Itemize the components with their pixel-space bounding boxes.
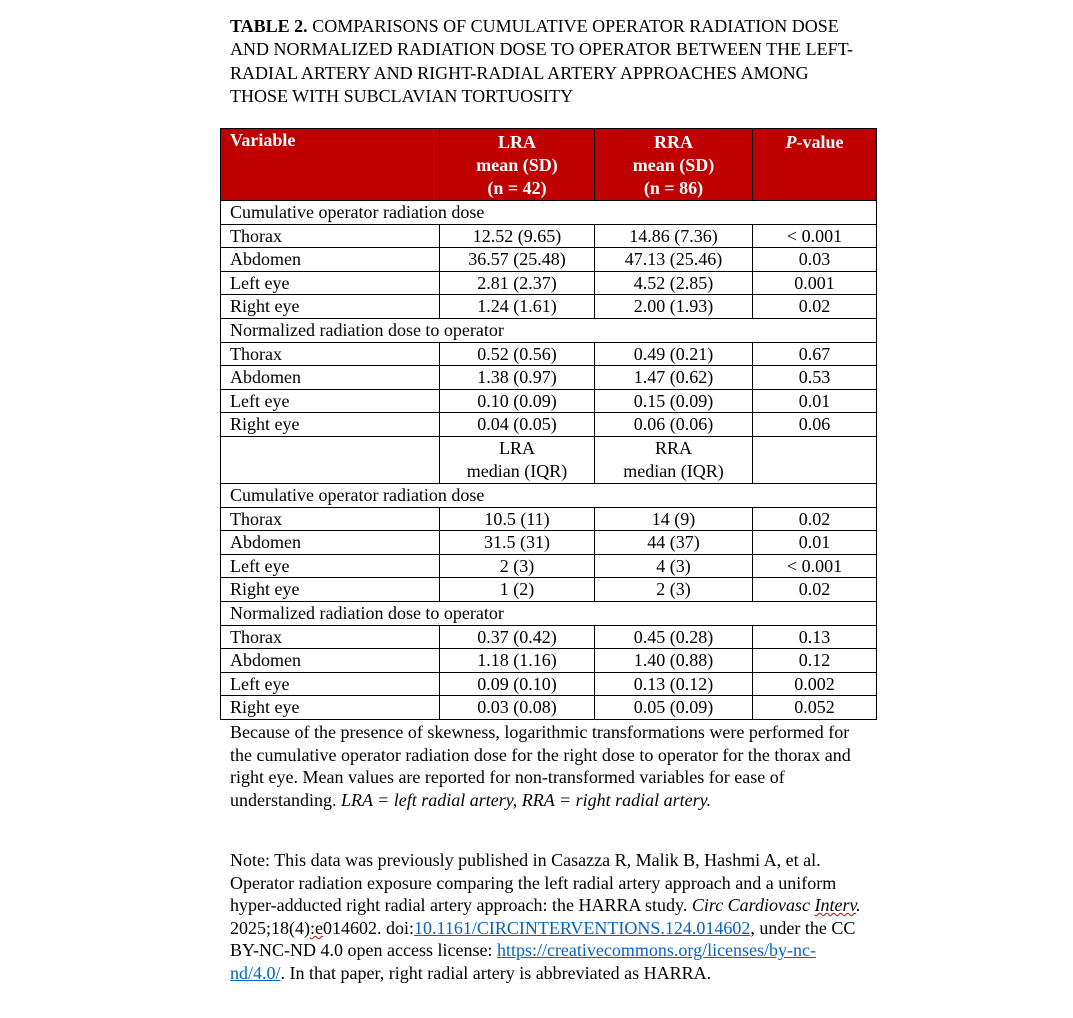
table-row [221, 295, 877, 319]
subheader-rra-line1: RRA [654, 437, 692, 458]
row-lra: 2.81 (2.37) [440, 271, 595, 295]
header-rra-line3: (n = 86) [643, 178, 704, 198]
journal-name [692, 895, 861, 915]
row-lra: 1.24 (1.61) [440, 295, 595, 319]
note-text-squig: :e [310, 917, 323, 938]
row-rra: 14.86 (7.36) [595, 224, 753, 248]
table-row [221, 625, 877, 649]
row-pvalue: 0.02 [753, 507, 877, 531]
row-rra: 0.13 (0.12) [595, 672, 753, 696]
table-row [221, 507, 877, 531]
table-row [221, 342, 877, 366]
row-rra: 0.45 (0.28) [595, 625, 753, 649]
row-variable: Right eye [221, 696, 440, 720]
subheader-rra-line2: median (IQR) [623, 460, 724, 481]
table-title [230, 15, 870, 108]
subheader-lra-line1: LRA [499, 437, 535, 458]
row-lra: 10.5 (11) [440, 507, 595, 531]
row-variable: Thorax [221, 224, 440, 248]
median-subheader-row [221, 436, 877, 483]
row-lra: 0.09 (0.10) [440, 672, 595, 696]
row-rra: 0.05 (0.09) [595, 696, 753, 720]
header-lra-line1: LRA [497, 132, 536, 152]
row-lra: 0.04 (0.05) [440, 413, 595, 437]
row-pvalue: 0.03 [753, 248, 877, 272]
table-row [221, 696, 877, 720]
header-lra [440, 129, 595, 201]
row-pvalue: < 0.001 [753, 554, 877, 578]
subheader-rra [595, 436, 753, 483]
row-pvalue: 0.02 [753, 578, 877, 602]
note-text-1: Note: This data was previously published in Casazza R, Malik B, Hashmi A, et al. Operator radiation exposure comparing the left radial artery approach and a uniform hyper-adducted right radial artery approach: the HARRA study. [230, 850, 837, 916]
row-variable: Thorax [221, 342, 440, 366]
table-header-row [221, 129, 877, 201]
row-lra: 0.37 (0.42) [440, 625, 595, 649]
section-row [221, 483, 877, 507]
row-variable: Left eye [221, 672, 440, 696]
section-label: Cumulative operator radiation dose [221, 201, 877, 225]
row-pvalue: 0.002 [753, 672, 877, 696]
row-rra: 47.13 (25.46) [595, 248, 753, 272]
table-row [221, 366, 877, 390]
row-rra: 14 (9) [595, 507, 753, 531]
note-text-5: . In that paper, right radial artery is abbreviated as HARRA. [280, 962, 712, 983]
row-pvalue: 0.052 [753, 696, 877, 720]
header-pvalue-rest: -value [796, 132, 844, 152]
row-pvalue: 0.06 [753, 413, 877, 437]
row-rra: 1.40 (0.88) [595, 649, 753, 673]
note-text-4: , under the CC BY-NC-ND 4.0 open access license: [230, 917, 856, 961]
row-variable: Thorax [221, 625, 440, 649]
subheader-lra-line2: median (IQR) [466, 460, 568, 481]
subheader-lra [440, 436, 595, 483]
header-lra-line2: mean (SD) [476, 155, 558, 175]
footnote-abbreviations: LRA = left radial artery, RRA = right radial artery. [340, 789, 712, 810]
row-pvalue: 0.02 [753, 295, 877, 319]
table-row [221, 413, 877, 437]
subheader-empty [221, 436, 440, 483]
table-number: TABLE 2. [230, 16, 308, 36]
row-variable: Left eye [221, 389, 440, 413]
table-row [221, 271, 877, 295]
table-row [221, 224, 877, 248]
header-rra [595, 129, 753, 201]
row-rra: 2.00 (1.93) [595, 295, 753, 319]
row-pvalue: < 0.001 [753, 224, 877, 248]
row-lra: 31.5 (31) [440, 531, 595, 555]
row-variable: Abdomen [221, 649, 440, 673]
row-pvalue: 0.12 [753, 649, 877, 673]
row-pvalue: 0.001 [753, 271, 877, 295]
header-rra-line1: RRA [654, 132, 693, 152]
table-row [221, 389, 877, 413]
section-label: Normalized radiation dose to operator [221, 601, 877, 625]
table-row [221, 248, 877, 272]
row-variable: Abdomen [221, 366, 440, 390]
header-rra-line2: mean (SD) [632, 155, 715, 175]
note-text-2: 2025;18(4) [230, 917, 310, 938]
license-link[interactable]: https://creativecommons.org/licenses/by-nc-nd/4.0/ [230, 940, 817, 983]
doi-link[interactable]: 10.1161/CIRCINTERVENTIONS.124.014602 [414, 917, 751, 938]
row-variable: Abdomen [221, 248, 440, 272]
row-pvalue: 0.13 [753, 625, 877, 649]
journal-period: . [856, 895, 861, 916]
row-pvalue: 0.01 [753, 389, 877, 413]
header-variable: Variable [221, 129, 440, 201]
table-title-text: COMPARISONS OF CUMULATIVE OPERATOR RADIATION DOSE AND NORMALIZED RADIATION DOSE TO OPERATOR BETWEEN THE LEFT-RADIAL ARTERY AND RIGHT-RADIAL ARTERY APPROACHES AMONG THOSE WITH SUBCLAVIAN TORTUOSITY [230, 16, 853, 106]
table-row [221, 578, 877, 602]
row-variable: Thorax [221, 507, 440, 531]
row-pvalue: 0.67 [753, 342, 877, 366]
row-rra: 0.15 (0.09) [595, 389, 753, 413]
row-variable: Abdomen [221, 531, 440, 555]
row-rra: 2 (3) [595, 578, 753, 602]
table-row [221, 649, 877, 673]
header-pvalue [753, 129, 877, 201]
footnote-text: Because of the presence of skewness, logarithmic transformations were performed for the cumulative operator radiation dose for the right dose to operator for the thorax and right eye. Mean values are reported for non-transformed variables for ease of understanding. [230, 722, 851, 810]
header-pvalue-italic: P [785, 132, 797, 152]
table-footnote [230, 721, 870, 811]
source-note [230, 849, 870, 985]
row-lra: 12.52 (9.65) [440, 224, 595, 248]
row-variable: Right eye [221, 578, 440, 602]
journal-name-abbrev: Interv [814, 895, 857, 916]
subheader-empty [753, 436, 877, 483]
row-rra: 0.49 (0.21) [595, 342, 753, 366]
row-rra: 1.47 (0.62) [595, 366, 753, 390]
section-label: Cumulative operator radiation dose [221, 483, 877, 507]
row-lra: 0.10 (0.09) [440, 389, 595, 413]
section-row [221, 318, 877, 342]
row-lra: 36.57 (25.48) [440, 248, 595, 272]
data-table [220, 128, 877, 720]
row-variable: Right eye [221, 413, 440, 437]
row-rra: 4.52 (2.85) [595, 271, 753, 295]
row-pvalue: 0.53 [753, 366, 877, 390]
table-row [221, 672, 877, 696]
row-lra: 0.03 (0.08) [440, 696, 595, 720]
row-rra: 44 (37) [595, 531, 753, 555]
row-lra: 0.52 (0.56) [440, 342, 595, 366]
row-lra: 1.38 (0.97) [440, 366, 595, 390]
row-pvalue: 0.01 [753, 531, 877, 555]
row-lra: 1.18 (1.16) [440, 649, 595, 673]
section-row [221, 601, 877, 625]
row-variable: Left eye [221, 271, 440, 295]
row-rra: 0.06 (0.06) [595, 413, 753, 437]
row-variable: Right eye [221, 295, 440, 319]
note-text-3: 014602. doi: [323, 917, 415, 938]
journal-name-text: Circ Cardiovasc [691, 895, 815, 916]
section-row [221, 201, 877, 225]
section-label: Normalized radiation dose to operator [221, 318, 877, 342]
header-lra-line3: (n = 42) [487, 178, 547, 198]
row-lra: 1 (2) [440, 578, 595, 602]
row-lra: 2 (3) [440, 554, 595, 578]
row-rra: 4 (3) [595, 554, 753, 578]
table-row [221, 531, 877, 555]
table-row [221, 554, 877, 578]
row-variable: Left eye [221, 554, 440, 578]
